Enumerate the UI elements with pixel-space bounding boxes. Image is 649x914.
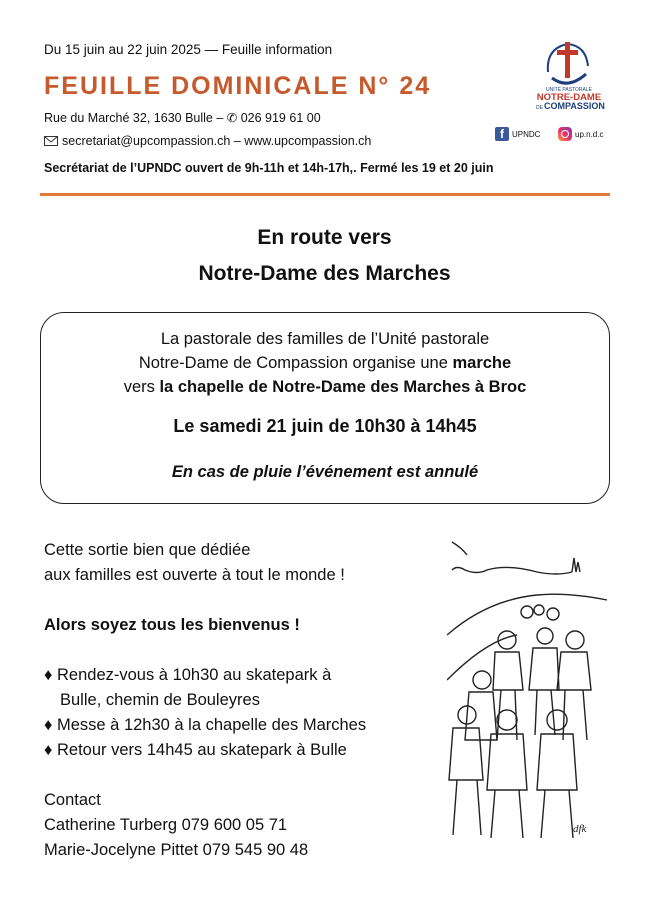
parish-logo: [522, 38, 614, 112]
bullet-1: ♦ Rendez-vous à 10h30 au skatepark à: [44, 666, 332, 684]
logo-de-text: DE: [536, 105, 543, 111]
box-line2-bold: marche: [452, 354, 512, 372]
intro-line2: aux familles est ouverte à tout le monde !: [44, 566, 345, 584]
date-line: Du 15 juin au 22 juin 2025 — Feuille information: [44, 42, 333, 57]
logo-main-text: NOTRE-DAME: [536, 92, 602, 103]
instagram-link[interactable]: [558, 127, 603, 141]
box-line2-text: Notre-Dame de Compassion organise une: [138, 354, 453, 372]
contact-1: Catherine Turberg 079 600 05 71: [44, 816, 288, 834]
page-title: FEUILLE DOMINICALE N° 24: [44, 72, 432, 100]
box-line2: [40, 354, 610, 373]
contact-text[interactable]: secretariat@upcompassion.ch – www.upcompassion.ch: [62, 134, 372, 148]
bullet-2: ♦ Messe à 12h30 à la chapelle des Marches: [44, 716, 367, 734]
main-heading-line2: Notre-Dame des Marches: [198, 262, 451, 285]
welcome-text: Alors soyez tous les bienvenus !: [44, 616, 300, 634]
facebook-label: UPNDC: [512, 129, 541, 139]
contact-line: [44, 134, 371, 148]
main-heading-line1: En route vers: [257, 226, 392, 249]
facebook-icon: f: [495, 127, 509, 141]
instagram-icon: [558, 127, 572, 141]
cross-logo-icon: [522, 38, 614, 112]
contact-title: Contact: [44, 791, 101, 809]
box-line3-text: vers: [123, 378, 160, 396]
logo-small-text: UNITÉ PASTORALE: [546, 87, 592, 93]
envelope-icon: [44, 136, 58, 146]
address-line: Rue du Marché 32, 1630 Bulle – ✆ 026 919 61 00: [44, 111, 321, 125]
illustration-signature: dfk: [573, 823, 587, 835]
bullet-3: ♦ Retour vers 14h45 au skatepark à Bulle: [44, 741, 347, 759]
contact-2: Marie-Jocelyne Pittet 079 545 90 48: [44, 841, 309, 859]
box-line3-bold: la chapelle de Notre-Dame des Marches à Broc: [159, 378, 527, 396]
instagram-label: up.n.d.c: [575, 129, 604, 139]
header-divider: [40, 193, 610, 196]
rain-notice: En cas de pluie l’événement est annulé: [171, 463, 479, 481]
secretariat-hours: Secrétariat de l’UPNDC ouvert de 9h-11h et 14h-17h,. Fermé les 19 et 20 juin: [44, 161, 494, 175]
box-line1: La pastorale des familles de l’Unité pastorale: [160, 330, 490, 348]
box-line3: [40, 378, 610, 397]
bullet-1-cont: Bulle, chemin de Bouleyres: [60, 691, 260, 709]
event-date: Le samedi 21 juin de 10h30 à 14h45: [173, 416, 477, 436]
pilgrims-illustration: [447, 540, 617, 840]
intro-line1: Cette sortie bien que dédiée: [44, 541, 251, 559]
logo-sub-text: COMPASSION: [544, 101, 605, 111]
facebook-link[interactable]: [495, 127, 540, 141]
